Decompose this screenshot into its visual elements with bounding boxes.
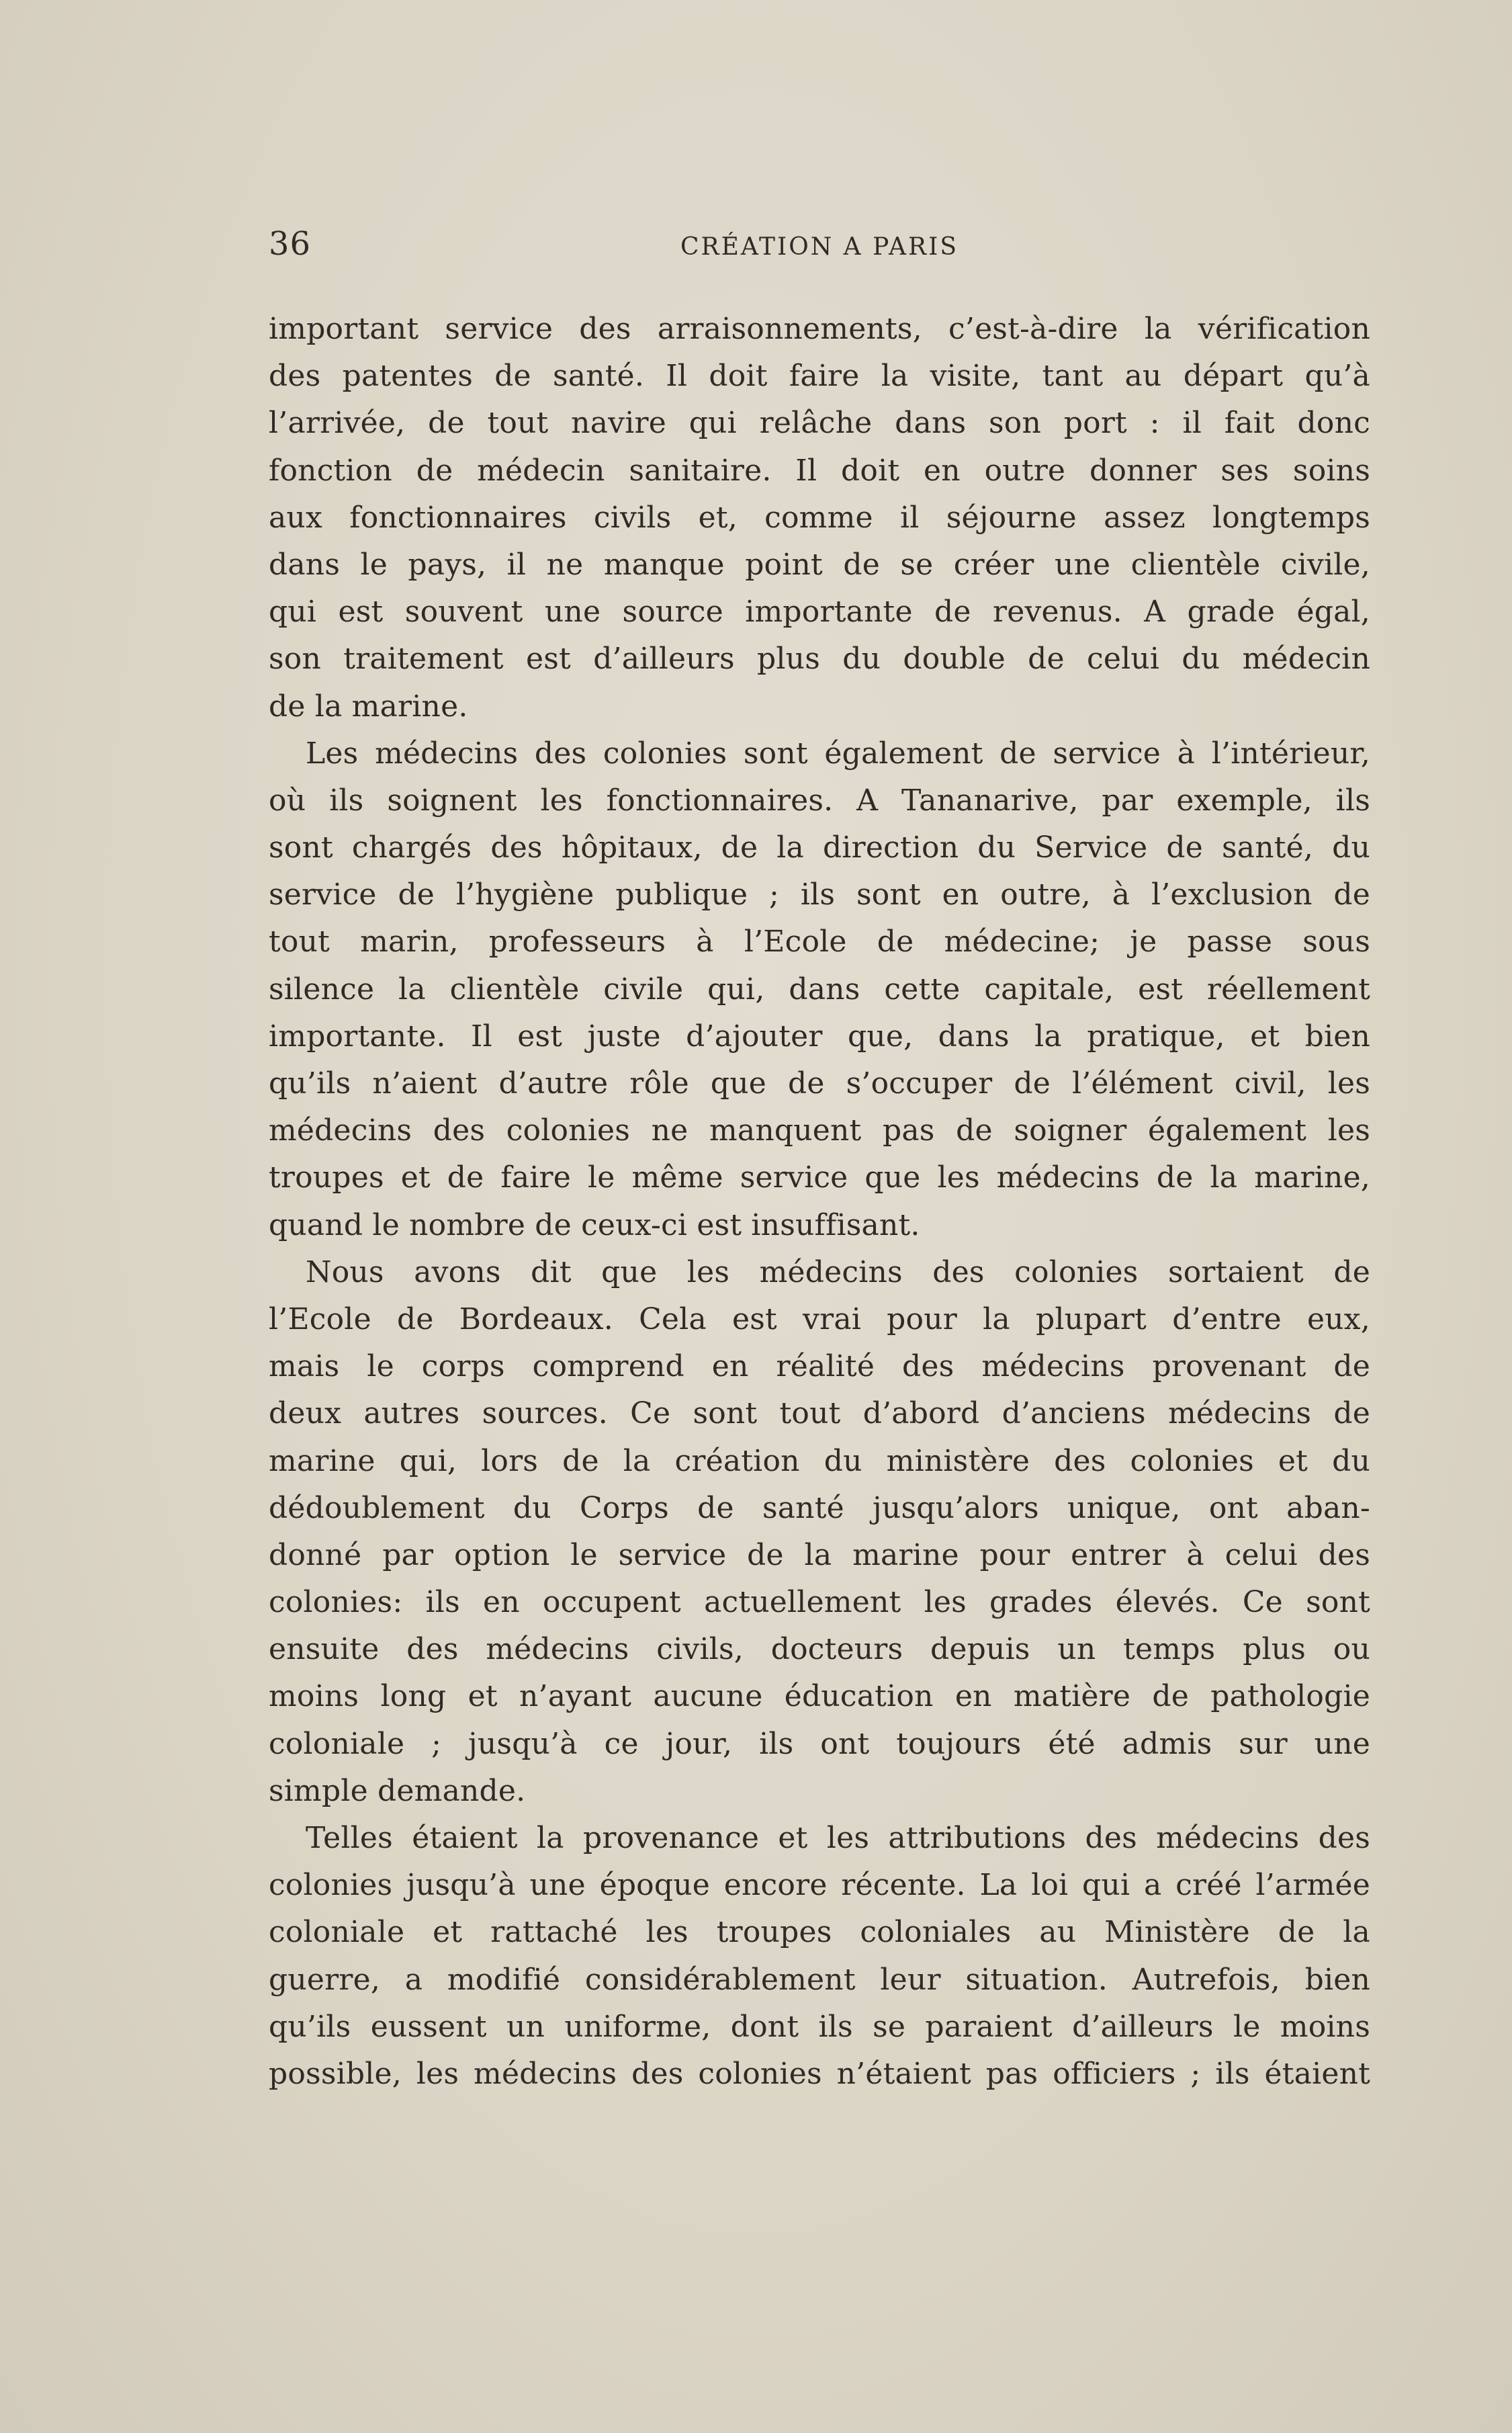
- text-line: aux fonctionnaires civils et, comme il séjourne assez longtemps: [269, 500, 1370, 535]
- text-line: l’Ecole de Bordeaux. Cela est vrai pour la plupart d’entre eux,: [269, 1301, 1370, 1336]
- text-line: qui est souvent une source importante de revenus. A grade égal,: [269, 595, 1370, 630]
- text-line: colonies: ils en occupent actuellement les grades élevés. Ce sont: [269, 1585, 1370, 1620]
- page-number: 36: [269, 225, 312, 263]
- text-line: coloniale ; jusqu’à ce jour, ils ont toujours été admis sur une: [269, 1726, 1370, 1761]
- text-line: qu’ils eussent un uniforme, dont ils se paraient d’ailleurs le moins: [269, 2009, 1370, 2044]
- text-line: ensuite des médecins civils, docteurs depuis un temps plus ou: [269, 1632, 1370, 1667]
- paragraph-start-line: Nous avons dit que les médecins des colonies sortaient de: [306, 1254, 1370, 1289]
- text-line: de la marine.: [269, 689, 468, 724]
- text-line: colonies jusqu’à une époque encore récente. La loi qui a créé l’armée: [269, 1868, 1370, 1903]
- text-line: marine qui, lors de la création du ministère des colonies et du: [269, 1443, 1370, 1478]
- text-line: sont chargés des hôpitaux, de la direction du Service de santé, du: [269, 830, 1370, 865]
- text-line: silence la clientèle civile qui, dans cette capitale, est réellement: [269, 972, 1370, 1007]
- paragraph-start-line: Les médecins des colonies sont également de service à l’intérieur,: [306, 736, 1370, 771]
- paragraph-start-line: Telles étaient la provenance et les attributions des médecins des: [306, 1821, 1370, 1855]
- text-line: où ils soignent les fonctionnaires. A Tananarive, par exemple, ils: [269, 783, 1370, 818]
- text-line: important service des arraisonnements, c’est-à-dire la vérification: [269, 312, 1370, 346]
- page-header: [269, 225, 1370, 265]
- text-line: tout marin, professeurs à l’Ecole de médecine; je passe sous: [269, 925, 1370, 959]
- text-line: deux autres sources. Ce sont tout d’abord d’anciens médecins de: [269, 1396, 1370, 1431]
- text-line: importante. Il est juste d’ajouter que, dans la pratique, et bien: [269, 1019, 1370, 1054]
- text-line: dans le pays, il ne manque point de se créer une clientèle civile,: [269, 547, 1370, 582]
- text-line: simple demande.: [269, 1773, 526, 1808]
- text-line: mais le corps comprend en réalité des médecins provenant de: [269, 1349, 1370, 1384]
- text-line: moins long et n’ayant aucune éducation en matière de pathologie: [269, 1679, 1370, 1714]
- body-text: [269, 306, 1370, 2098]
- text-line: son traitement est d’ailleurs plus du double de celui du médecin: [269, 642, 1370, 677]
- text-line: coloniale et rattaché les troupes coloniales au Ministère de la: [269, 1915, 1370, 1950]
- text-line: possible, les médecins des colonies n’étaient pas officiers ; ils étaient: [269, 2056, 1370, 2091]
- text-line: donné par option le service de la marine pour entrer à celui des: [269, 1537, 1370, 1572]
- text-line: service de l’hygiène publique ; ils sont en outre, à l’exclusion de: [269, 878, 1370, 912]
- text-line: médecins des colonies ne manquent pas de soigner également les: [269, 1113, 1370, 1148]
- text-line: des patentes de santé. Il doit faire la visite, tant au départ qu’à: [269, 359, 1370, 394]
- text-line: fonction de médecin sanitaire. Il doit en outre donner ses soins: [269, 453, 1370, 488]
- text-line: troupes et de faire le même service que les médecins de la marine,: [269, 1160, 1370, 1195]
- text-line: dédoublement du Corps de santé jusqu’alors unique, ont aban-: [269, 1490, 1370, 1525]
- text-line: quand le nombre de ceux-ci est insuffisant.: [269, 1207, 920, 1242]
- text-line: l’arrivée, de tout navire qui relâche dans son port : il fait donc: [269, 406, 1370, 441]
- text-line: guerre, a modifié considérablement leur situation. Autrefois, bien: [269, 1962, 1370, 1997]
- text-line: qu’ils n’aient d’autre rôle que de s’occuper de l’élément civil, les: [269, 1066, 1370, 1101]
- running-title: CRÉATION A PARIS: [680, 233, 959, 261]
